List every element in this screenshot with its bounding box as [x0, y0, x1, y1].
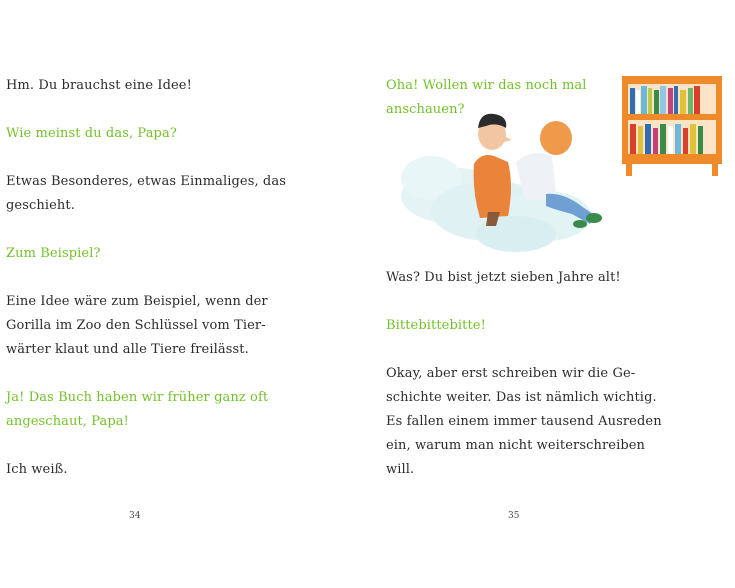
text-line: wärter klaut und alle Tiere freilässt.	[6, 342, 249, 357]
page-number: 34	[129, 511, 141, 521]
text-line: angeschaut, Papa!	[6, 414, 129, 429]
text-line: Was? Du bist jetzt sieben Jahre alt!	[386, 270, 621, 285]
text-line: Ich weiß.	[6, 462, 68, 477]
text-line: Ja! Das Buch haben wir früher ganz oft	[6, 390, 269, 405]
text-line: Zum Beispiel?	[6, 246, 101, 261]
bookshelf-icon	[622, 76, 722, 176]
text-line: Bittebittebitte!	[386, 318, 486, 333]
text-line: Okay, aber erst schreiben wir die Ge-	[386, 366, 636, 381]
text-line: Eine Idee wäre zum Beispiel, wenn der	[6, 294, 268, 309]
text-line: anschauen?	[386, 102, 465, 117]
text-line: Oha! Wollen wir das noch mal	[386, 78, 587, 93]
text-line: ein, warum man nicht weiterschreiben	[386, 438, 646, 453]
page-number: 35	[508, 511, 520, 521]
text-line: will.	[386, 462, 415, 477]
text-line: Etwas Besonderes, etwas Einmaliges, das	[6, 174, 286, 189]
text-line: Wie meinst du das, Papa?	[6, 126, 177, 141]
text-line: Es fallen einem immer tausend Ausreden	[386, 414, 662, 429]
text-line: geschieht.	[6, 198, 75, 213]
text-line: schichte weiter. Das ist nämlich wichtig.	[386, 390, 657, 405]
text-line: Hm. Du brauchst eine Idee!	[6, 78, 192, 93]
father-child-cloud-bookshelf-illustration	[396, 66, 728, 266]
text-line: Gorilla im Zoo den Schlüssel vom Tier-	[6, 318, 266, 333]
father-figure-icon	[474, 114, 512, 226]
left-page	[0, 0, 367, 588]
